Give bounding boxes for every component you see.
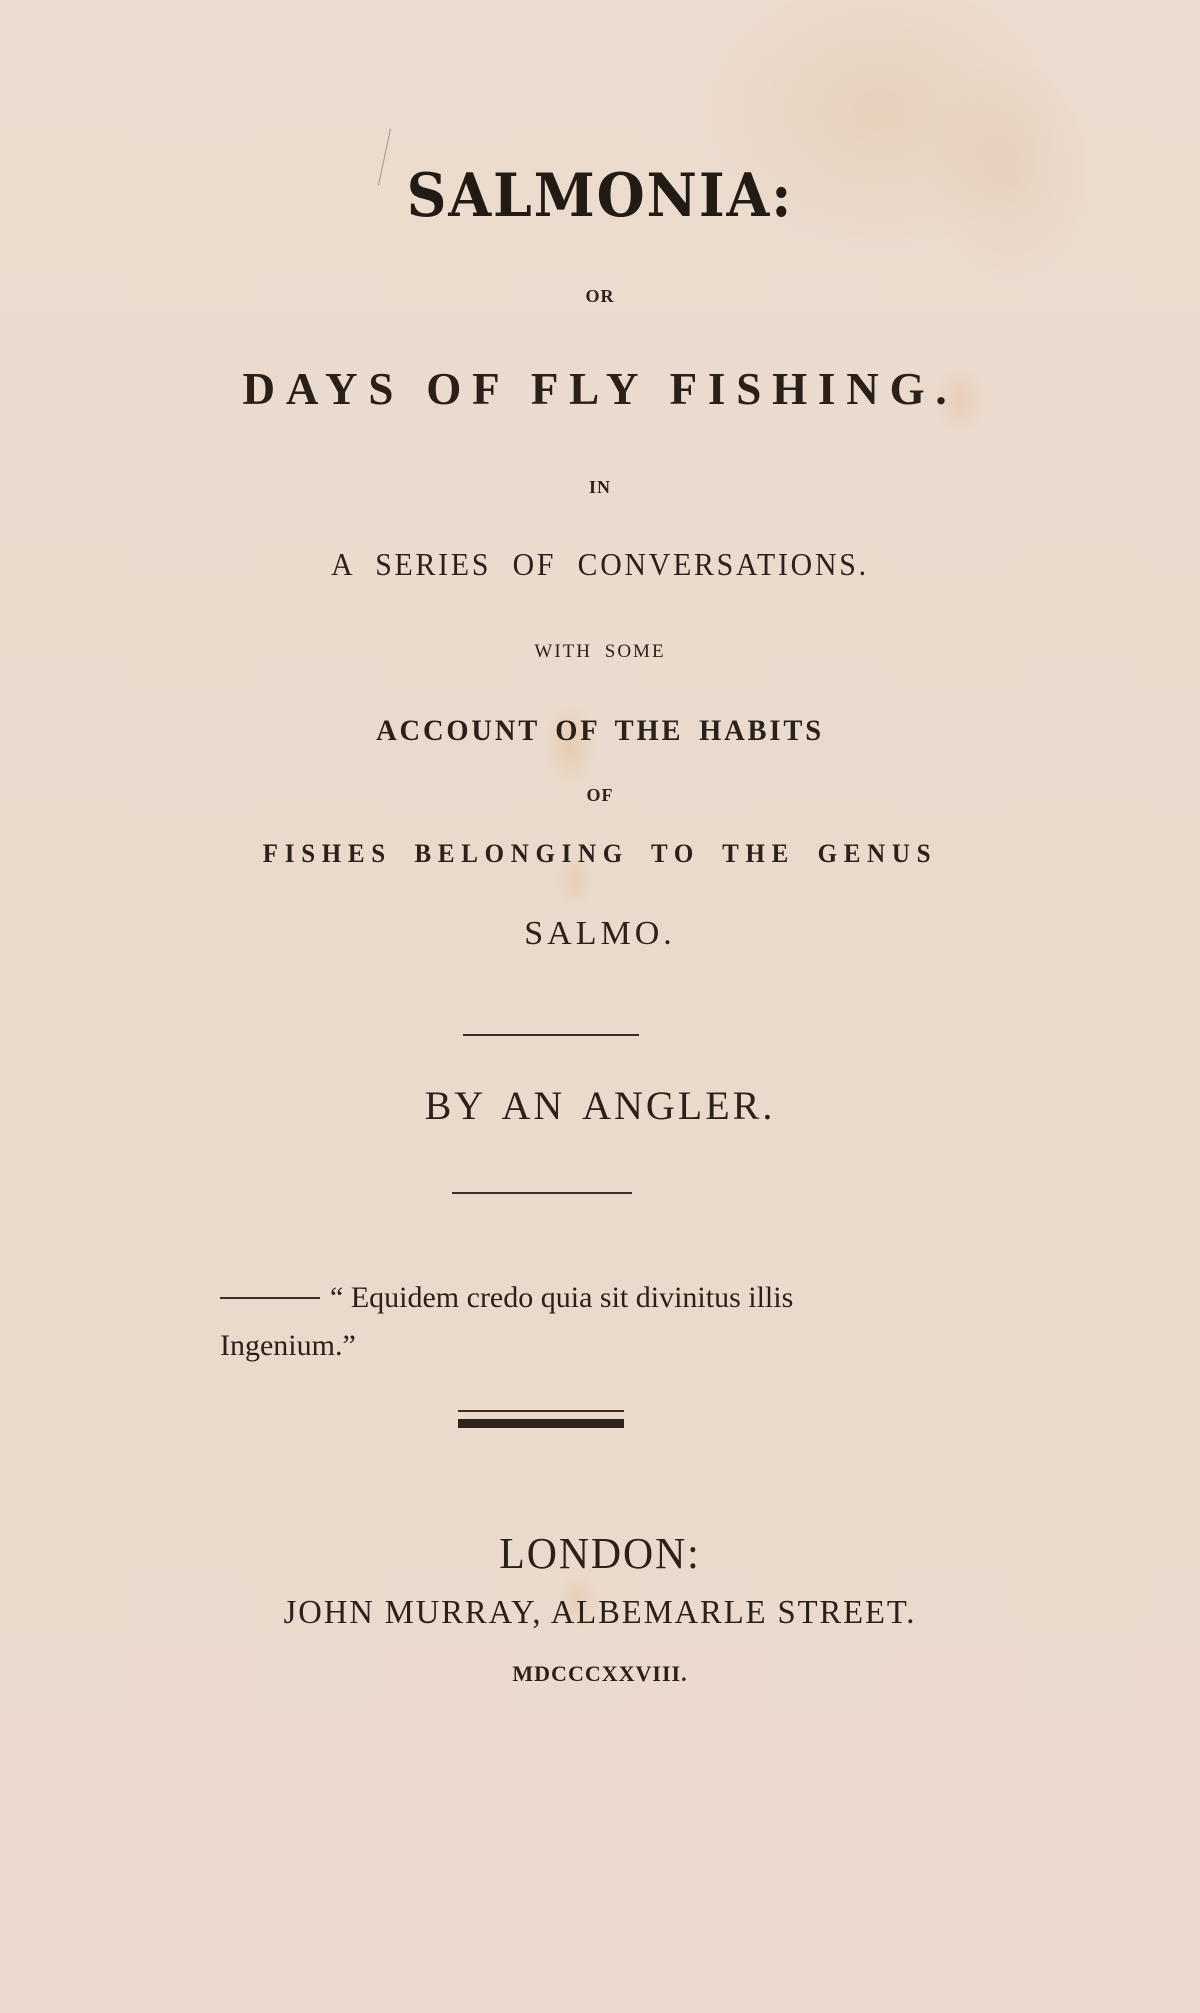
- book-subtitle: DAYS OF FLY FISHING.: [242, 363, 958, 414]
- imprint-year: MDCCCXXVIII.: [512, 1661, 688, 1686]
- account-line: ACCOUNT OF THE HABITS: [376, 714, 824, 747]
- genus-line: SALMO.: [524, 915, 676, 952]
- epigraph-text-1: “ Equidem credo quia sit divinitus illis: [330, 1281, 794, 1314]
- fishes-line: FISHES BELONGING TO THE GENUS: [262, 839, 938, 868]
- title-conjunction-or: OR: [585, 286, 615, 306]
- title-connector-of: OF: [586, 785, 614, 805]
- double-rule-thin: [458, 1410, 624, 1412]
- author-byline: BY AN ANGLER.: [424, 1083, 776, 1128]
- epigraph-line-2: Ingenium.”: [220, 1329, 356, 1362]
- double-rule-thick: [458, 1419, 624, 1428]
- series-line: A SERIES OF CONVERSATIONS.: [331, 546, 869, 582]
- title-connector-in: IN: [588, 477, 611, 497]
- epigraph-dash: [220, 1297, 320, 1299]
- book-title: SALMONIA:: [406, 161, 794, 231]
- epigraph: [220, 1274, 920, 1370]
- divider-rule-bottom: [452, 1192, 632, 1194]
- epigraph-line-1: [220, 1274, 920, 1322]
- imprint-city: LONDON:: [499, 1529, 701, 1578]
- divider-rule-top: [463, 1034, 639, 1036]
- imprint-publisher: JOHN MURRAY, ALBEMARLE STREET.: [283, 1594, 917, 1631]
- with-some-line: WITH SOME: [534, 641, 666, 662]
